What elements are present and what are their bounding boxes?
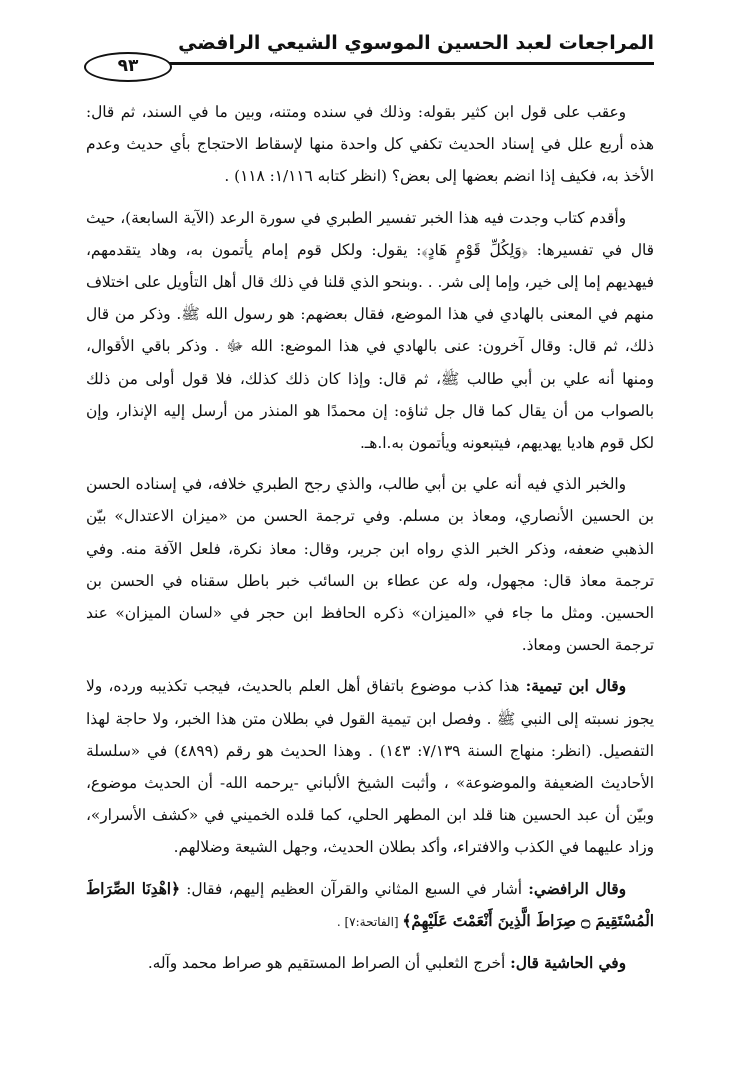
paragraph: [86, 873, 654, 938]
paragraph-text: أشار في السبع المثاني والقرآن العظيم إليهم، فقال:: [179, 879, 529, 898]
paragraph-text: أخرج الثعلبي أن الصراط المستقيم هو صراط محمد وآله.: [147, 954, 511, 973]
speaker-lead: وقال ابن تيمية:: [525, 677, 626, 696]
page-header: [88, 32, 654, 76]
verse-reference: [الفاتحة:٧] .: [336, 914, 403, 929]
speaker-lead: وقال الرافضي:: [528, 879, 627, 898]
paragraph: وأقدم كتاب وجدت فيه هذا الخبر تفسير الطبري في سورة الرعد (الآية السابعة)، حيث قال في تفسيرها: ﴿وَلِكُلِّ قَوْمٍ هَادٍ﴾: يقول: ولكل قوم إمام يأتمون به، وهاد يتقدمهم، فيهديهم إما إلى خير، وإما إلى شر. . .وبنحو الذي قلنا في ذلك قال أهل التأويل على اختلاف منهم في المعنى بالهادي في هذا الموضع، فقال بعضهم: هو رسول الله ﷺ. وذكر من قال ذلك، ثم قال: وقال آخرون: عنى بالهادي في هذا الموضع: الله ﷻ . وذكر باقي الأقوال، ومنها أنه علي بن أبي طالب ﷺ، ثم قال: وإذا كان ذلك كذلك، فلا قول أولى من ذلك بالصواب من أن يقال كما قال جل ثناؤه: إن محمدًا هو المنذر من أرسل إليه الإنذار، وإن لكل قوم هاديا يهديهم، فيتبعونه ويأتمون به.ا.هـ.: [86, 208, 654, 453]
paragraph: [86, 947, 654, 979]
speaker-lead: وفي الحاشية قال:: [510, 954, 626, 973]
quran-verse: ﴿اهْدِنَا الصِّرَاطَ الْمُسْتَقِيمَ ۝ صِرَاطَ الَّذِينَ أَنْعَمْتَ عَلَيْهِمْ﴾: [86, 879, 654, 930]
paragraph-text: هذا كذب موضوع باتفاق أهل العلم بالحديث، فيجب تكذيبه ورده، ولا يجوز نسبته إلى النبي ﷺ . وفصل ابن تيمية القول في بطلان متن هذا الخبر، ولا حاجة لهذا التفصيل. (انظر: منهاج السنة ٧/١٣٩: ١٤٣) . وهذا الحديث هو رقم (٤٨٩٩) في «سلسلة الأحاديث الضعيفة والموضوعة» ، وأثبت الشيخ الألباني -يرحمه الله- أن الحديث موضوع، وبيّن أن عبد الحسين هنا قلد ابن المطهر الحلي، كما قلده الخميني في «كشف الأسرار»، وزاد عليهما في الكذب والافتراء، وأكد بطلان الحديث، وجهل الشيعة وضلالهم.: [86, 677, 654, 857]
header-rule: [168, 62, 654, 65]
running-title: المراجعات لعبد الحسين الموسوي الشيعي الرافضي: [178, 32, 654, 54]
paragraph: وعقب على قول ابن كثير بقوله: وذلك في سنده ومتنه، وبين ما في السند، ثم قال: هذه أربع علل في إسناد الحديث تكفي كل واحدة منها لإسقاط الاحتجاج بأي حديث وعدم الأخذ به، فكيف إذا انضم بعضها إلى بعض؟ (انظر كتابه ١/١١٦: ١١٨) .: [86, 103, 654, 186]
page-number: ٩٣: [84, 52, 172, 82]
paragraph: [86, 670, 654, 863]
paragraph: والخبر الذي فيه أنه علي بن أبي طالب، والذي رجح الطبري خلافه، في إسناده الحسن بن الحسين الأنصاري، ومعاذ بن مسلم. وفي ترجمة الحسن من «ميزان الاعتدال» بيّن الذهبي ضعفه، وذكر الخبر الذي رواه ابن جرير، وقال: معاذ نكرة، فلعل الآفة منه. وفي ترجمة معاذ قال: مجهول، وله عن عطاء بن السائب خبر باطل سقناه في الحسن بن الحسين. ومثل ما جاء في «الميزان» ذكره الحافظ ابن حجر في «لسان الميزان» عند ترجمة الحسن ومعاذ.: [86, 475, 654, 655]
body-text: [86, 96, 654, 979]
